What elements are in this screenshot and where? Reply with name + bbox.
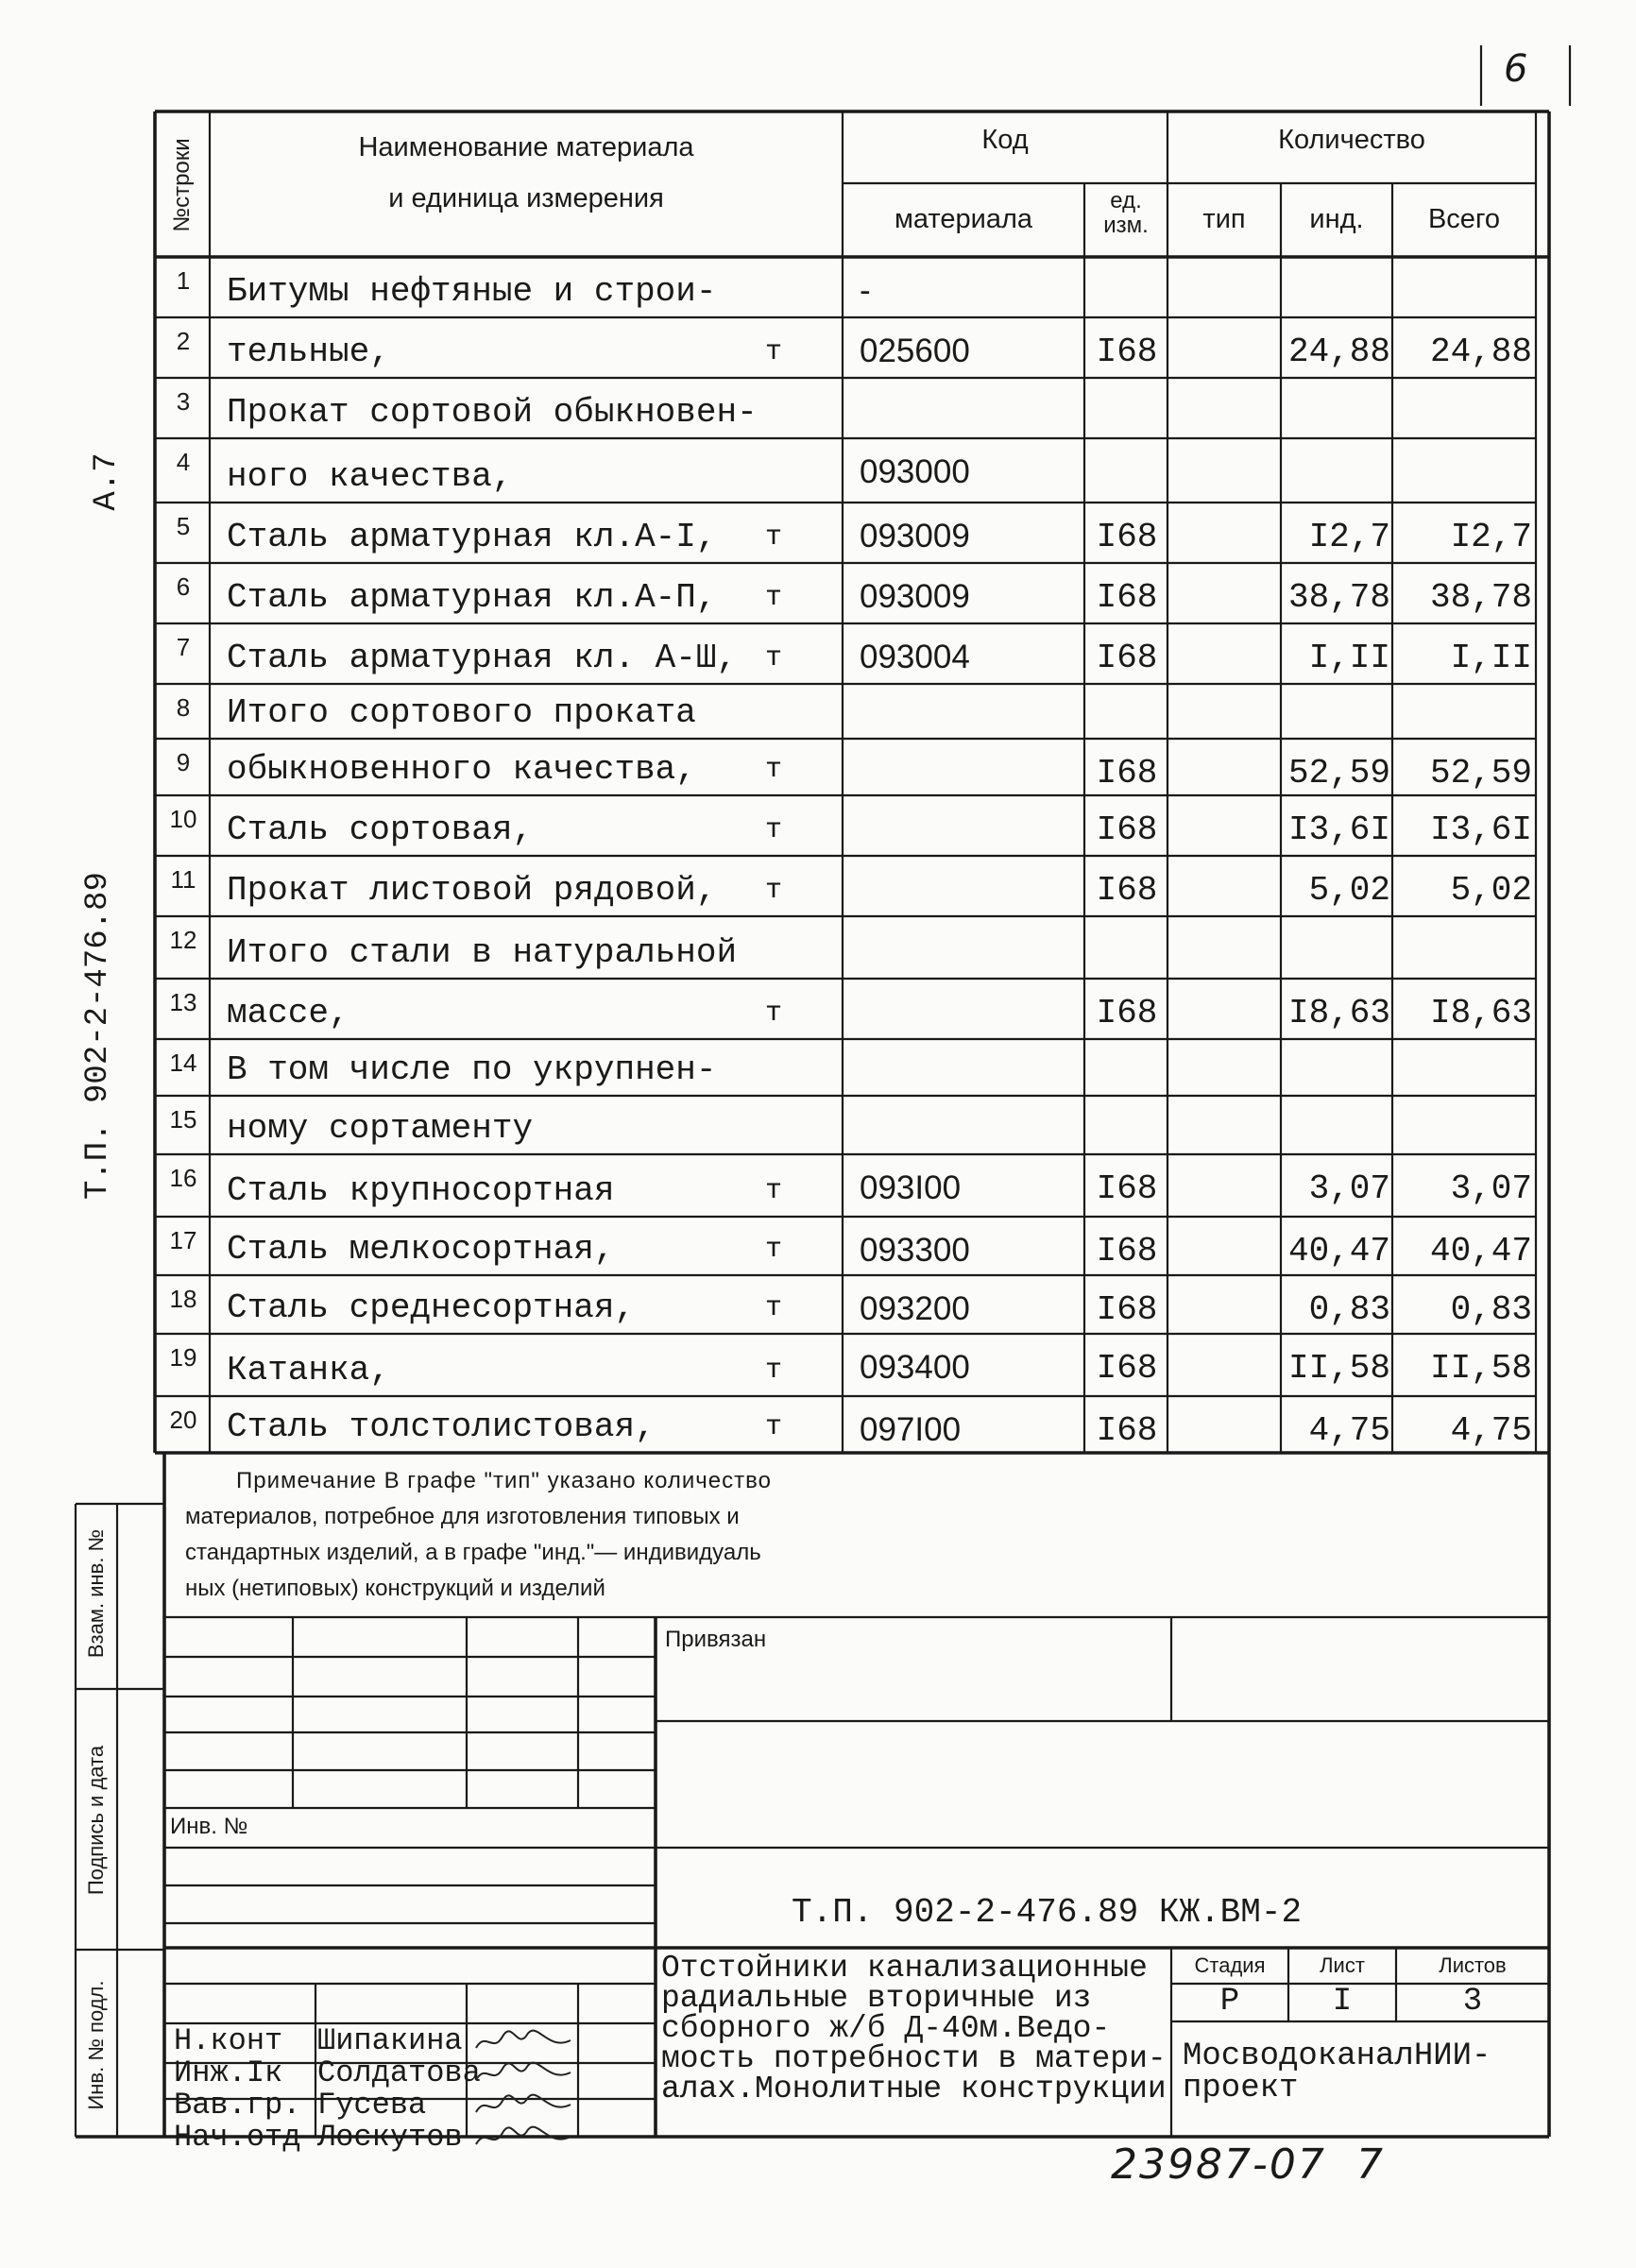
handwritten-signature xyxy=(472,2089,576,2122)
row-material-name: Битумы нефтяные и строи- xyxy=(227,272,717,311)
row-qty-total: I,II xyxy=(1450,639,1532,677)
row-material-name: В том числе по укрупнен- xyxy=(227,1050,717,1089)
row-unit-letter: т xyxy=(765,814,783,846)
signature-role: Вав.гр. xyxy=(174,2088,301,2123)
handwritten-signature xyxy=(472,2025,576,2057)
stamp-stage-label: Стадия xyxy=(1194,1953,1266,1977)
stamp-sheets-label: Листов xyxy=(1439,1953,1507,1977)
row-unit-letter: т xyxy=(765,336,783,368)
stamp-doc-code: Т.П. 902-2-476.89 КЖ.ВМ-2 xyxy=(792,1893,1303,1932)
row-qty-total: I2,7 xyxy=(1450,518,1532,556)
row-unit-code: I68 xyxy=(1096,871,1158,910)
row-material-name: Прокат сортовой обыкновен- xyxy=(227,393,758,432)
row-unit-code: I68 xyxy=(1096,1290,1158,1329)
row-material-code: 097I00 xyxy=(860,1411,962,1448)
signature-name: Шипакина xyxy=(317,2023,463,2058)
row-unit-letter: т xyxy=(765,1411,783,1443)
row-number: 1 xyxy=(176,266,191,295)
stamp-title-line5: алах.Монолитные конструкции xyxy=(661,2072,1167,2106)
row-material-code: 025600 xyxy=(860,333,970,369)
row-material-code: 093I00 xyxy=(860,1169,962,1206)
signature-name: Солдатова xyxy=(317,2055,481,2090)
header-col-total: Всего xyxy=(1427,204,1501,234)
row-material-name: Итого сортового проката xyxy=(227,693,696,732)
note-line-3: стандартных изделий, а в графе "инд."— индивидуаль xyxy=(185,1540,761,1565)
stamp-org-line1: МосводоканалНИИ- xyxy=(1183,2038,1491,2074)
stamp-title-line1: Отстойники канализационные xyxy=(661,1951,1148,1986)
row-qty-ind: I3,6I xyxy=(1287,810,1390,849)
stamp-title-line2: радиальные вторичные из xyxy=(661,1981,1092,2016)
stamp-inv-no: Инв. № xyxy=(170,1814,248,1839)
row-qty-ind: 5,02 xyxy=(1308,871,1390,910)
row-material-name: Сталь арматурная кл. А-Ш, xyxy=(227,639,738,677)
row-number: 12 xyxy=(169,926,197,954)
row-qty-ind: 38,78 xyxy=(1287,578,1390,617)
row-material-code: 093009 xyxy=(860,518,970,554)
row-qty-ind: 0,83 xyxy=(1308,1290,1390,1329)
stamp-title-line4: мость потребности в матери- xyxy=(661,2041,1167,2076)
row-material-name: Итого стали в натуральной xyxy=(227,933,738,972)
handwritten-signature xyxy=(472,2122,576,2154)
row-unit-code: I68 xyxy=(1096,754,1158,793)
row-qty-total: 3,07 xyxy=(1450,1169,1532,1208)
row-qty-total: 4,75 xyxy=(1450,1411,1532,1450)
row-unit-code: I68 xyxy=(1096,994,1158,1032)
row-number: 5 xyxy=(176,512,191,540)
row-unit-letter: т xyxy=(765,1355,783,1387)
row-qty-ind: I8,63 xyxy=(1287,994,1390,1032)
row-material-name: Сталь арматурная кл.А-П, xyxy=(227,578,717,617)
signature-role: Н.конт xyxy=(174,2023,283,2058)
row-qty-total: 40,47 xyxy=(1429,1232,1532,1270)
row-material-code: 093200 xyxy=(860,1290,970,1327)
header-col-material: материала xyxy=(894,204,1033,234)
row-material-code: 093400 xyxy=(860,1349,970,1386)
bottom-page-number: 7 xyxy=(1356,2140,1383,2189)
row-material-name: ного качества, xyxy=(227,457,513,496)
row-number: 3 xyxy=(176,387,191,416)
row-material-code: 093004 xyxy=(860,639,970,675)
signature-name: Гусева xyxy=(317,2088,427,2123)
row-material-code: 093300 xyxy=(860,1232,970,1269)
row-qty-ind: 3,07 xyxy=(1308,1169,1390,1208)
stamp-sheet: I xyxy=(1332,1984,1353,2020)
row-material-name: Сталь толстолистовая, xyxy=(227,1407,656,1446)
row-number: 14 xyxy=(169,1049,197,1077)
bottom-archive-code: 23987-07 xyxy=(1111,2140,1326,2189)
header-row-number: №строки xyxy=(169,138,195,232)
row-unit-code: I68 xyxy=(1096,578,1158,617)
row-material-name: Сталь среднесортная, xyxy=(227,1288,636,1327)
row-material-name: Сталь сортовая, xyxy=(227,810,534,849)
stamp-org-line2: проект xyxy=(1183,2071,1299,2106)
row-material-name: ному сортаменту xyxy=(227,1109,534,1148)
stamp-title xyxy=(661,1953,1167,2105)
row-material-name: массе, xyxy=(227,994,349,1032)
side-code-main: Т.П. 902-2-476.89 xyxy=(80,872,116,1200)
row-unit-code: I68 xyxy=(1096,1169,1158,1208)
row-qty-ind: 40,47 xyxy=(1287,1232,1390,1270)
header-col-type: тип xyxy=(1202,204,1246,234)
row-number: 2 xyxy=(176,327,191,355)
row-number: 7 xyxy=(176,633,191,661)
header-qty-group: Количество xyxy=(1278,125,1425,155)
row-number: 16 xyxy=(169,1164,197,1192)
row-unit-letter: т xyxy=(765,875,783,907)
row-material-name: Сталь мелкосортная, xyxy=(227,1230,615,1269)
row-qty-total: I3,6I xyxy=(1429,810,1532,849)
header-code-group: Код xyxy=(981,125,1029,155)
row-qty-total: I8,63 xyxy=(1429,994,1532,1032)
header-name-line2: и единица измерения xyxy=(388,183,664,213)
row-qty-ind: 4,75 xyxy=(1308,1411,1390,1450)
row-material-name: тельные, xyxy=(227,333,390,371)
signature-role: Нач.отд xyxy=(174,2120,301,2155)
header-col-ind: инд. xyxy=(1309,204,1364,234)
row-number: 19 xyxy=(169,1343,197,1372)
note-line-4: ных (нетиповых) конструкций и изделий xyxy=(185,1576,605,1601)
note-line-2: материалов, потребное для изготовления типовых и xyxy=(185,1504,740,1529)
row-unit-code: I68 xyxy=(1096,1349,1158,1388)
row-qty-ind: 24,88 xyxy=(1287,333,1390,371)
row-number: 9 xyxy=(176,748,191,776)
row-material-code: - xyxy=(860,272,871,309)
row-material-name: Катанка, xyxy=(227,1351,390,1390)
side-code-top: А.7 xyxy=(89,452,125,511)
row-material-code: 093000 xyxy=(860,453,970,490)
row-unit-code: I68 xyxy=(1096,810,1158,849)
row-qty-total: 0,83 xyxy=(1450,1290,1532,1329)
header-name-line1: Наименование материала xyxy=(358,132,694,162)
side-label-inv-podl: Инв. № подл. xyxy=(84,1980,108,2110)
row-unit-code: I68 xyxy=(1096,639,1158,677)
row-unit-code: I68 xyxy=(1096,518,1158,556)
row-number: 15 xyxy=(169,1105,197,1134)
row-qty-total: 38,78 xyxy=(1429,578,1532,617)
header-col-unit: ед. изм. xyxy=(1103,188,1149,238)
row-number: 20 xyxy=(169,1406,197,1434)
page-number: 6 xyxy=(1504,47,1528,91)
row-qty-total: II,58 xyxy=(1429,1349,1532,1388)
row-unit-letter: т xyxy=(765,582,783,614)
row-number: 8 xyxy=(176,693,191,722)
row-unit-letter: т xyxy=(765,1292,783,1324)
row-number: 18 xyxy=(169,1285,197,1313)
row-unit-letter: т xyxy=(765,642,783,674)
row-qty-ind: II,58 xyxy=(1287,1349,1390,1388)
row-material-code: 093009 xyxy=(860,578,970,615)
row-material-name: Сталь крупносортная xyxy=(227,1171,615,1210)
note-line-1: Примечание В графе "тип" указано количество xyxy=(236,1468,772,1493)
row-number: 4 xyxy=(176,448,191,476)
row-number: 13 xyxy=(169,988,197,1016)
row-number: 17 xyxy=(169,1226,197,1254)
signature-role: Инж.Iк xyxy=(174,2055,283,2090)
row-unit-letter: т xyxy=(765,1175,783,1207)
stamp-organization xyxy=(1183,2040,1491,2105)
row-material-name: обыкновенного качества, xyxy=(227,750,696,789)
row-unit-letter: т xyxy=(765,1234,783,1266)
row-unit-letter: т xyxy=(765,754,783,786)
row-unit-code: I68 xyxy=(1096,1411,1158,1450)
side-label-podpis: Подпись и дата xyxy=(84,1745,108,1896)
row-number: 6 xyxy=(176,572,191,601)
row-material-name: Прокат листовой рядовой, xyxy=(227,871,717,910)
side-label-vzam: Взам. инв. № xyxy=(84,1528,108,1659)
stamp-privyazan: Привязан xyxy=(665,1627,767,1652)
row-material-name: Сталь арматурная кл.А-I, xyxy=(227,518,717,556)
handwritten-signature xyxy=(472,2057,576,2089)
row-number: 10 xyxy=(169,805,197,833)
row-qty-total: 5,02 xyxy=(1450,871,1532,910)
signature-name: Лоскутов xyxy=(317,2120,463,2155)
stamp-title-line3: сборного ж/б Д-40м.Ведо- xyxy=(661,2011,1111,2046)
row-qty-total: 24,88 xyxy=(1429,333,1532,371)
stamp-sheets: 3 xyxy=(1462,1984,1483,2020)
row-unit-letter: т xyxy=(765,521,783,554)
stamp-sheet-label: Лист xyxy=(1320,1953,1365,1977)
row-qty-ind: I,II xyxy=(1308,639,1390,677)
row-unit-letter: т xyxy=(765,998,783,1030)
row-unit-code: I68 xyxy=(1096,1232,1158,1270)
row-number: 11 xyxy=(170,865,196,894)
row-unit-code: I68 xyxy=(1096,333,1158,371)
row-qty-ind: I2,7 xyxy=(1308,518,1390,556)
row-qty-total: 52,59 xyxy=(1429,754,1532,793)
stamp-stage: Р xyxy=(1219,1984,1240,2020)
row-qty-ind: 52,59 xyxy=(1287,754,1390,793)
